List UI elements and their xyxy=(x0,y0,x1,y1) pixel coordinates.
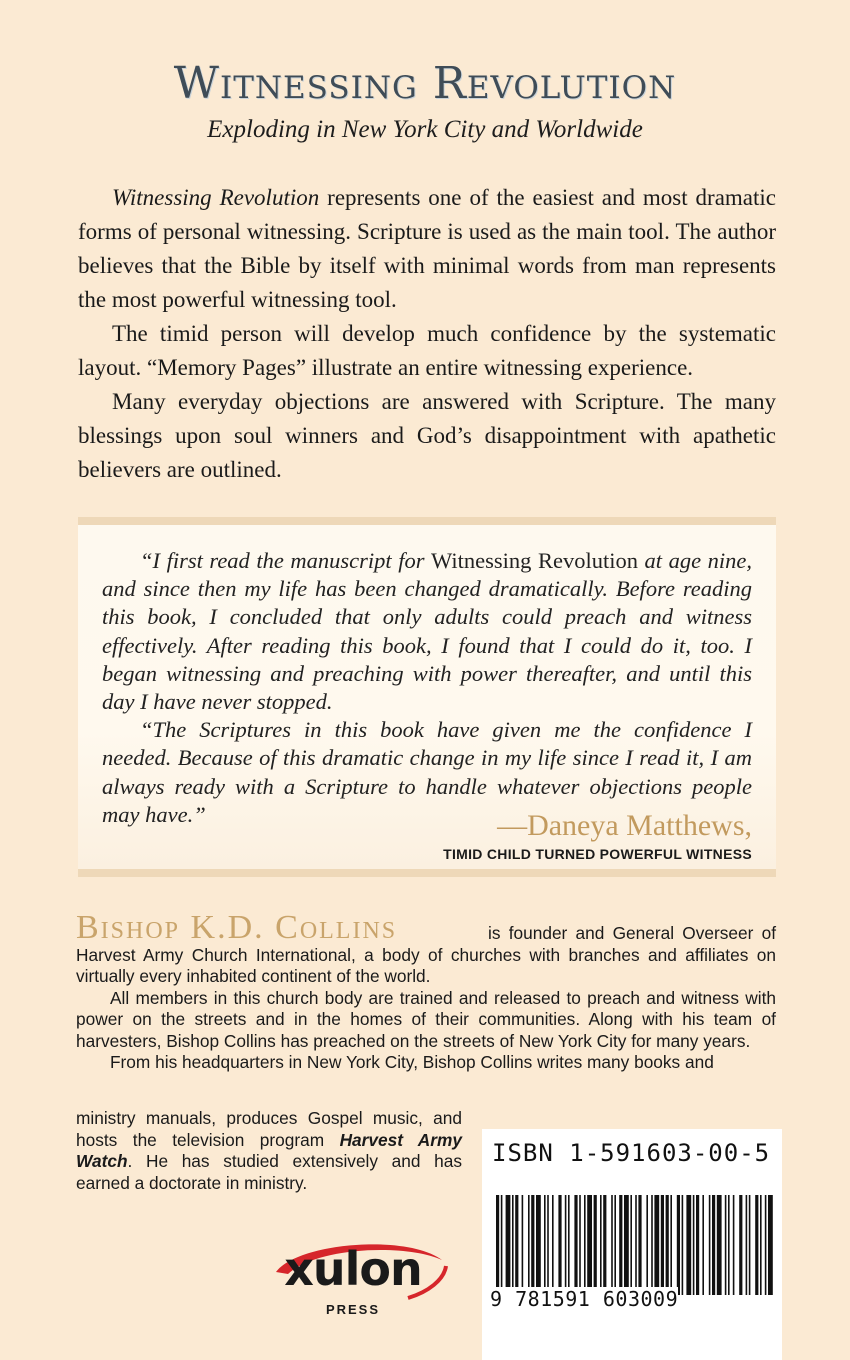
author-name: Bishop K.D. Collins xyxy=(76,909,398,946)
tv-program-title: Harvest Army Watch xyxy=(76,1129,462,1171)
intro-p1-text: represents one of the easiest and most dramatic forms of personal witnessing. Scripture is used as the main tool. The author believes that the Bible by itself with minimal words from man represents the most powerful witnessing tool. xyxy=(78,185,776,312)
publisher-press: PRESS xyxy=(325,1302,381,1317)
testimonial-paragraph-2: “The Scriptures in this book have given me the confidence I needed. Because of this dramatic change in my life since I read it, I am always ready with a Scripture to handle whatever objections people may have.” xyxy=(102,717,752,827)
intro-paragraph-2: The timid person will develop much confidence by the systematic layout. “Memory Pages” illustrate an entire witnessing experience. xyxy=(78,321,776,380)
intro-paragraph-3: Many everyday objections are answered with Scripture. The many blessings upon soul winners and God’s disappointment with apathetic believers are outlined. xyxy=(78,389,776,482)
barcode-bars xyxy=(482,1129,782,1360)
bio-p3b-end: . He has studied extensively and has earned a doctorate in ministry. xyxy=(76,1151,462,1193)
bio-paragraph-2: All members in this church body are trained and released to preach and witness with power on the streets and in the homes of their communities. Along with his team of harvesters, Bishop Collins has preached on the streets of New York City for many years. xyxy=(76,987,776,1051)
bio-paragraph-3: From his headquarters in New York City, Bishop Collins writes many books and xyxy=(110,1052,714,1072)
ean-number: 9 781591 603009 xyxy=(490,1287,679,1311)
book-title: Witnessing Revolution xyxy=(173,58,677,109)
testimonial-author-role: TIMID CHILD TURNED POWERFUL WITNESS xyxy=(443,846,752,862)
testimonial-author: —Daneya Matthews, xyxy=(497,809,752,842)
publisher-name: xulon xyxy=(284,1242,422,1296)
intro-text xyxy=(78,181,776,487)
bio-p3b-start: ministry manuals, produces Gospel music, and hosts the television program xyxy=(76,1108,462,1150)
bio-paragraph-1: is founder and General Overseer of Harvest Army Church International, a body of churches with branches and affiliates on virtually every inhabited continent of the world. xyxy=(76,923,776,986)
testimonial-p1-end: at age nine, and since then my life has been changed dramatically. Before reading this book, I concluded that only adults could preach and witness effectively. After reading this book, I found that I could do it, too. I began witnessing and preaching with power thereafter, and until this day I have never stopped. xyxy=(102,548,752,715)
intro-book-title: Witnessing Revolution xyxy=(112,185,320,210)
isbn-label: ISBN 1-591603-00-5 xyxy=(492,1139,771,1167)
barcode xyxy=(482,1129,782,1360)
testimonial-quote xyxy=(102,547,752,829)
author-bio-continued xyxy=(76,1108,462,1194)
book-subtitle: Exploding in New York City and Worldwide xyxy=(207,116,643,143)
publisher-logo xyxy=(258,1236,448,1332)
author-bio xyxy=(76,923,776,1074)
testimonial-p1-start: “I first read the manuscript for xyxy=(140,548,432,573)
testimonial-box xyxy=(78,517,776,877)
intro-paragraph-1 xyxy=(78,181,776,317)
testimonial-paragraph-1 xyxy=(102,547,752,716)
testimonial-book-title: Witnessing Revolution xyxy=(431,548,638,573)
